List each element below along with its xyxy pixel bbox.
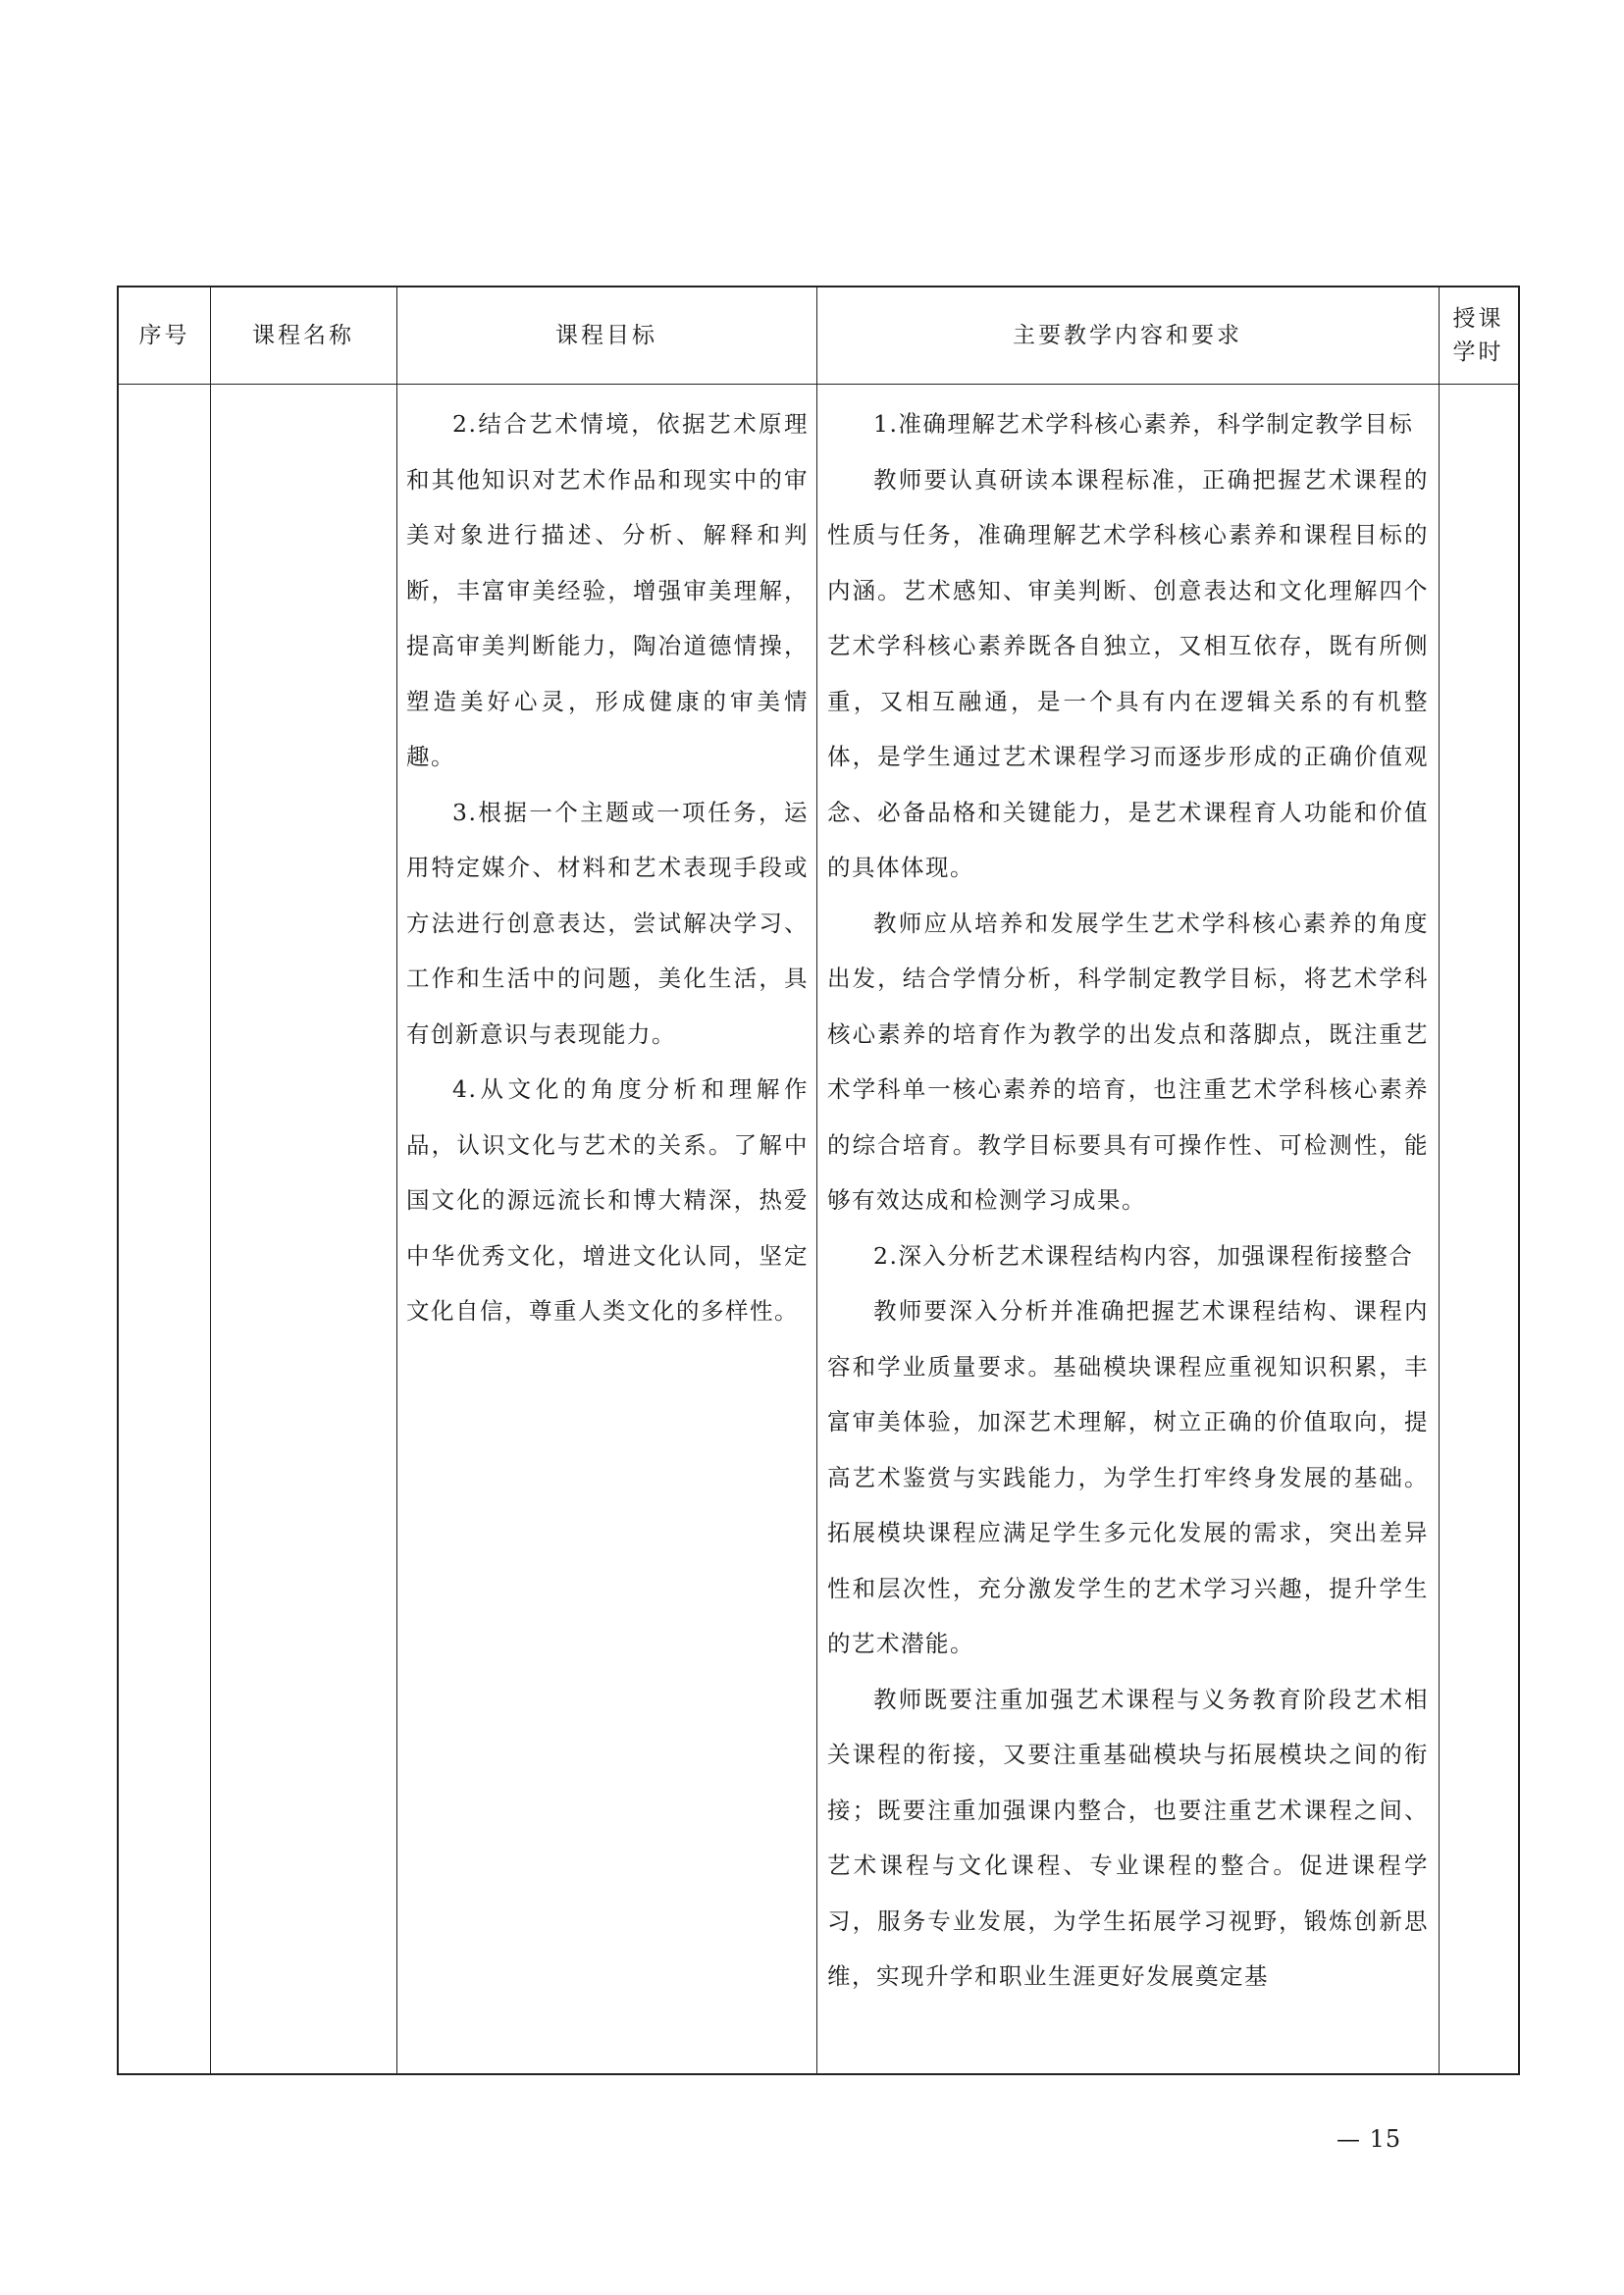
goal-paragraph: 3.根据一个主题或一项任务，运用特定媒介、材料和艺术表现手段或方法进行创意表达，尝试解决学习、工作和生活中的问题，美化生活，具有创新意识与表现能力。: [406, 798, 809, 1048]
header-hours: [1439, 287, 1518, 384]
header-course-goal: 课程目标: [555, 323, 657, 348]
header-hours-line2: 学时: [1452, 339, 1504, 365]
goal-paragraph: 4.从文化的角度分析和理解作品，认识文化与艺术的关系。了解中国文化的源远流长和博大精深，热爱中华优秀文化，增进文化认同，坚定文化自信，尊重人类文化的多样性。: [406, 1075, 809, 1325]
column-divider: [210, 287, 211, 2073]
goal-paragraph: 2.结合艺术情境，依据艺术原理和其他知识对艺术作品和现实中的审美对象进行描述、分析、解释和判断，丰富审美经验，增强审美理解，提高审美判断能力，陶冶道德情操，塑造美好心灵，形成健康的审美情趣。: [406, 410, 809, 770]
column-divider: [816, 287, 817, 2073]
content-column: [827, 385, 1429, 2005]
column-divider: [396, 287, 397, 2073]
header-seq: 序号: [138, 323, 190, 348]
course-table: [117, 286, 1520, 2075]
content-heading: 1.准确理解艺术学科核心素养，科学制定教学目标: [873, 410, 1414, 438]
content-paragraph: 教师既要注重加强艺术课程与义务教育阶段艺术相关课程的衔接，又要注重基础模块与拓展模块之间的衔接；既要注重加强课内整合，也要注重艺术课程之间、艺术课程与文化课程、专业课程的整合。促进课程学习，服务专业发展，为学生拓展学习视野，锻炼创新思维，实现升学和职业生涯更好发展奠定基: [827, 1685, 1429, 1990]
content-paragraph: 教师要深入分析并准确把握艺术课程结构、课程内容和学业质量要求。基础模块课程应重视知识积累，丰富审美体验，加深艺术理解，树立正确的价值取向，提高艺术鉴赏与实践能力，为学生打牢终身发展的基础。拓展模块课程应满足学生多元化发展的需求，突出差异性和层次性，充分激发学生的艺术学习兴趣，提升学生的艺术潜能。: [827, 1297, 1429, 1657]
header-course-name: 课程名称: [252, 323, 354, 348]
content-paragraph: 教师应从培养和发展学生艺术学科核心素养的角度出发，结合学情分析，科学制定教学目标，将艺术学科核心素养的培育作为教学的出发点和落脚点，既注重艺术学科单一核心素养的培育，也注重艺术学科核心素养的综合培育。教学目标要具有可操作性、可检测性，能够有效达成和检测学习成果。: [827, 909, 1429, 1214]
header-hours-line1: 授课: [1452, 306, 1504, 332]
header-content: 主要教学内容和要求: [1013, 323, 1242, 348]
page-number: — 15: [1336, 2125, 1402, 2153]
column-divider: [1439, 287, 1440, 2073]
content-paragraph: 教师要认真研读本课程标准，正确把握艺术课程的性质与任务，准确理解艺术学科核心素养和课程目标的内涵。艺术感知、审美判断、创意表达和文化理解四个艺术学科核心素养既各自独立，又相互依存，既有所侧重，又相互融通，是一个具有内在逻辑关系的有机整体，是学生通过艺术课程学习而逐步形成的正确价值观念、必备品格和关键能力，是艺术课程育人功能和价值的具体体现。: [827, 465, 1429, 881]
content-heading: 2.深入分析艺术课程结构内容，加强课程衔接整合: [873, 1241, 1414, 1270]
goal-column: [406, 385, 809, 1339]
